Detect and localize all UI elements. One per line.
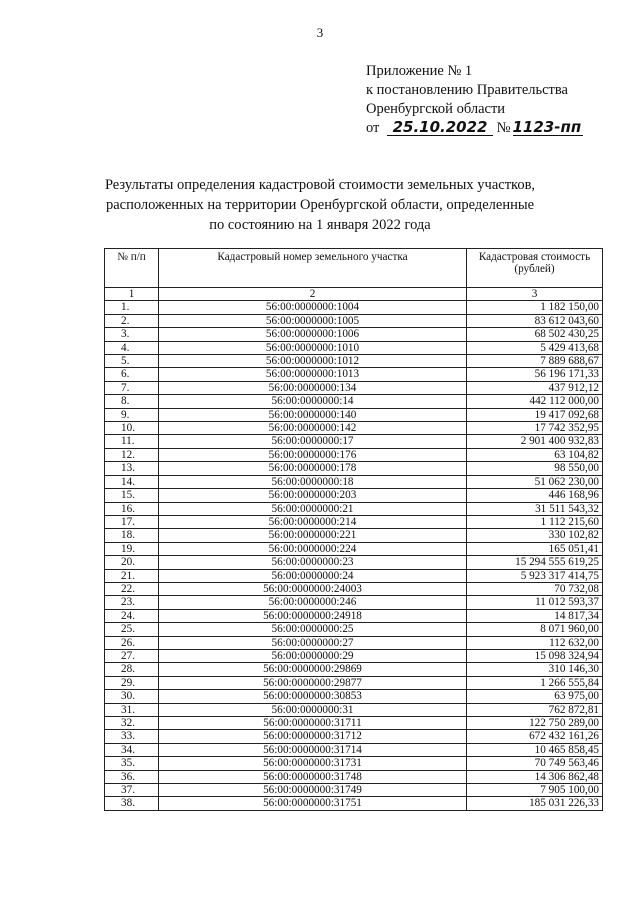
cadastral-value: 185 031 226,33 [467,797,603,810]
row-index: 32. [105,717,159,730]
appendix-line-3: Оренбургской области [366,101,506,117]
cadastral-number: 56:00:0000000:30853 [159,690,467,703]
row-index: 26. [105,636,159,649]
cadastral-number: 56:00:0000000:246 [159,596,467,609]
row-index: 6. [105,368,159,381]
cadastral-number: 56:00:0000000:31749 [159,784,467,797]
cadastral-value: 19 417 092,68 [467,408,603,421]
cadastral-number: 56:00:0000000:203 [159,489,467,502]
page-number: 3 [316,25,324,40]
cadastral-number: 56:00:0000000:176 [159,448,467,461]
table-row [105,609,603,622]
table-row [105,623,603,636]
row-index: 29. [105,676,159,689]
row-index: 37. [105,784,159,797]
row-index: 17. [105,515,159,528]
table-row [105,422,603,435]
cadastral-number: 56:00:0000000:25 [159,623,467,636]
table-row [105,636,603,649]
cadastral-value: 7 889 688,67 [467,355,603,368]
cadastral-value: 8 071 960,00 [467,623,603,636]
row-index: 31. [105,703,159,716]
cadastral-number: 56:00:0000000:29 [159,649,467,662]
document-title: Результаты определения кадастровой стоимости земельных участков, расположенных на территории Оренбургской области, определенные по состоянию на 1 января 2022 года [104,177,536,233]
table-row [105,663,603,676]
row-index: 34. [105,743,159,756]
column-number-row [105,288,603,301]
row-index: 9. [105,408,159,421]
cadastral-value: 11 012 593,37 [467,596,603,609]
cadastral-number: 56:00:0000000:21 [159,502,467,515]
number-label: № [496,120,511,136]
cadastral-value: 51 062 230,00 [467,475,603,488]
table-row [105,529,603,542]
row-index: 11. [105,435,159,448]
cadastral-number: 56:00:0000000:1010 [159,341,467,354]
cadastral-value: 330 102,82 [467,529,603,542]
table-row [105,569,603,582]
column-number: 2 [159,288,467,301]
cadastral-value: 437 912,12 [467,381,603,394]
cadastral-number: 56:00:0000000:1012 [159,355,467,368]
cadastral-number: 56:00:0000000:178 [159,462,467,475]
cadastral-value: 5 923 317 414,75 [467,569,603,582]
cadastral-number: 56:00:0000000:14 [159,395,467,408]
row-index: 18. [105,529,159,542]
row-index: 21. [105,569,159,582]
table-row [105,757,603,770]
cadastral-number: 56:00:0000000:31712 [159,730,467,743]
cadastral-value: 14 817,34 [467,609,603,622]
cadastral-value: 310 146,30 [467,663,603,676]
cadastral-number: 56:00:0000000:140 [159,408,467,421]
row-index: 30. [105,690,159,703]
cadastral-value: 442 112 000,00 [467,395,603,408]
cadastral-number: 56:00:0000000:31751 [159,797,467,810]
from-label: от [366,120,380,136]
table-row [105,596,603,609]
row-index: 33. [105,730,159,743]
row-index: 23. [105,596,159,609]
cadastral-value: 7 905 100,00 [467,784,603,797]
table-row [105,448,603,461]
appendix-line-2: к постановлению Правительства [366,82,568,98]
cadastral-value: 70 732,08 [467,582,603,595]
row-index: 35. [105,757,159,770]
table-header-row [105,249,603,288]
table-row [105,797,603,810]
cadastral-number: 56:00:0000000:24918 [159,609,467,622]
cadastral-number: 56:00:0000000:31 [159,703,467,716]
column-number: 3 [467,288,603,301]
header-index: № п/п [105,249,159,288]
table-row [105,730,603,743]
cadastral-number: 56:00:0000000:23 [159,556,467,569]
cadastral-value: 446 168,96 [467,489,603,502]
row-index: 3. [105,328,159,341]
table-row [105,355,603,368]
cadastral-value: 2 901 400 932,83 [467,435,603,448]
cadastral-value: 112 632,00 [467,636,603,649]
row-index: 1. [105,301,159,314]
cadastral-number: 56:00:0000000:1006 [159,328,467,341]
table-row [105,462,603,475]
row-index: 16. [105,502,159,515]
header-cadastral-number: Кадастровый номер земельного участка [159,249,467,288]
row-index: 4. [105,341,159,354]
cadastral-number: 56:00:0000000:134 [159,381,467,394]
cadastral-number: 56:00:0000000:1005 [159,314,467,327]
cadastral-number: 56:00:0000000:31711 [159,717,467,730]
table-row [105,408,603,421]
cadastral-value: 63 104,82 [467,448,603,461]
cadastral-number: 56:00:0000000:142 [159,422,467,435]
cadastral-value: 17 742 352,95 [467,422,603,435]
table-row [105,328,603,341]
cadastral-value: 98 550,00 [467,462,603,475]
cadastral-number: 56:00:0000000:1013 [159,368,467,381]
table-row [105,690,603,703]
cadastral-number: 56:00:0000000:221 [159,529,467,542]
table-row [105,435,603,448]
cadastral-number: 56:00:0000000:31731 [159,757,467,770]
cadastral-value: 63 975,00 [467,690,603,703]
cadastral-number: 56:00:0000000:1004 [159,301,467,314]
row-index: 20. [105,556,159,569]
cadastral-value: 31 511 543,32 [467,502,603,515]
row-index: 36. [105,770,159,783]
table-row [105,676,603,689]
row-index: 22. [105,582,159,595]
decree-date: 25.10.2022 [387,119,493,136]
table-row [105,341,603,354]
appendix-line-1: Приложение № 1 [366,63,473,79]
cadastral-value: 14 306 862,48 [467,770,603,783]
cadastral-value: 70 749 563,46 [467,757,603,770]
cadastral-value: 762 872,81 [467,703,603,716]
row-index: 38. [105,797,159,810]
cadastral-number: 56:00:0000000:17 [159,435,467,448]
cadastral-number: 56:00:0000000:18 [159,475,467,488]
cadastral-value-table [104,248,603,811]
table-row [105,301,603,314]
cadastral-value: 68 502 430,25 [467,328,603,341]
row-index: 12. [105,448,159,461]
cadastral-value: 672 432 161,26 [467,730,603,743]
table-row [105,784,603,797]
table-row [105,475,603,488]
cadastral-number: 56:00:0000000:24 [159,569,467,582]
table-row [105,542,603,555]
cadastral-number: 56:00:0000000:224 [159,542,467,555]
row-index: 19. [105,542,159,555]
row-index: 5. [105,355,159,368]
table-row [105,502,603,515]
table-row [105,381,603,394]
row-index: 2. [105,314,159,327]
table-row [105,743,603,756]
decree-number: 1123-пп [512,118,582,136]
row-index: 13. [105,462,159,475]
column-number: 1 [105,288,159,301]
table-row [105,515,603,528]
table-row [105,703,603,716]
table-row [105,314,603,327]
cadastral-value: 15 294 555 619,25 [467,556,603,569]
table-row [105,582,603,595]
decree-date-line [366,119,583,138]
cadastral-value: 15 098 324,94 [467,649,603,662]
row-index: 27. [105,649,159,662]
table-row [105,368,603,381]
row-index: 7. [105,381,159,394]
row-index: 24. [105,609,159,622]
cadastral-value: 122 750 289,00 [467,717,603,730]
table-row [105,556,603,569]
row-index: 10. [105,422,159,435]
cadastral-value: 10 465 858,45 [467,743,603,756]
table-row [105,770,603,783]
cadastral-value: 1 112 215,60 [467,515,603,528]
table-row [105,717,603,730]
cadastral-number: 56:00:0000000:31714 [159,743,467,756]
cadastral-number: 56:00:0000000:27 [159,636,467,649]
row-index: 15. [105,489,159,502]
cadastral-number: 56:00:0000000:29869 [159,663,467,676]
cadastral-number: 56:00:0000000:24003 [159,582,467,595]
table-row [105,489,603,502]
row-index: 25. [105,623,159,636]
cadastral-value: 5 429 413,68 [467,341,603,354]
appendix-block [366,62,583,138]
row-index: 28. [105,663,159,676]
table-row [105,649,603,662]
row-index: 14. [105,475,159,488]
header-cadastral-value: Кадастровая стоимость (рублей) [467,249,603,288]
cadastral-number: 56:00:0000000:29877 [159,676,467,689]
table-row [105,395,603,408]
cadastral-number: 56:00:0000000:214 [159,515,467,528]
row-index: 8. [105,395,159,408]
cadastral-value: 165 051,41 [467,542,603,555]
cadastral-value: 1 266 555,84 [467,676,603,689]
cadastral-number: 56:00:0000000:31748 [159,770,467,783]
cadastral-value: 1 182 150,00 [467,301,603,314]
cadastral-value: 56 196 171,33 [467,368,603,381]
cadastral-value: 83 612 043,60 [467,314,603,327]
